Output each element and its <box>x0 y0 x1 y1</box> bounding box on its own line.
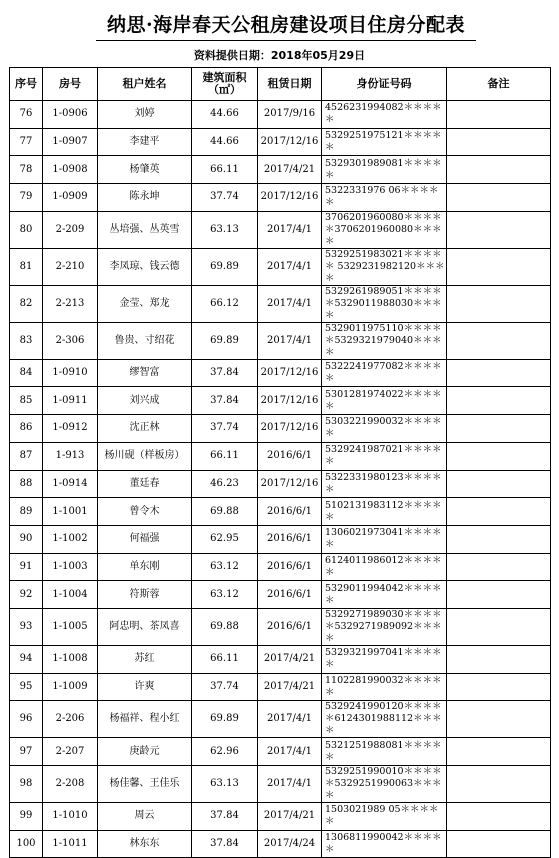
cell-name: 苏红 <box>98 645 192 673</box>
cell-date: 2017/4/1 <box>258 766 322 803</box>
table-row <box>10 701 551 738</box>
cell-date: 2017/9/16 <box>258 101 322 129</box>
cell-idno: 5322331980123＊＊＊＊＊ <box>322 470 447 498</box>
cell-area: 37.84 <box>192 803 258 831</box>
table-row <box>10 211 551 248</box>
cell-date: 2017/12/16 <box>258 470 322 498</box>
cell-area: 69.89 <box>192 701 258 738</box>
cell-seq: 79 <box>10 184 43 212</box>
cell-room: 1-0907 <box>43 128 98 156</box>
cell-idno: 5301281974022＊＊＊＊＊ <box>322 387 447 415</box>
cell-note <box>447 322 551 359</box>
cell-date: 2017/4/1 <box>258 701 322 738</box>
cell-seq: 98 <box>10 766 43 803</box>
cell-name: 杨川砚（样板房） <box>98 442 192 470</box>
cell-room: 1-913 <box>43 442 98 470</box>
cell-room: 2-213 <box>43 285 98 322</box>
cell-note <box>447 701 551 738</box>
cell-idno: 5329301989081＊＊＊＊＊ <box>322 156 447 184</box>
cell-note <box>447 673 551 701</box>
data-date-subtitle: 资料提供日期：2018年05月29日 <box>193 49 366 62</box>
cell-seq: 85 <box>10 387 43 415</box>
cell-idno: 5329241990120＊＊＊＊＊6124301988112＊＊＊＊ <box>322 701 447 738</box>
cell-seq: 89 <box>10 498 43 526</box>
table-row <box>10 359 551 387</box>
table-row <box>10 803 551 831</box>
table-row <box>10 830 551 858</box>
cell-room: 1-1009 <box>43 673 98 701</box>
cell-note <box>447 766 551 803</box>
cell-note <box>447 211 551 248</box>
cell-note <box>447 184 551 212</box>
cell-note <box>447 128 551 156</box>
cell-idno: 1503021989 05＊＊＊＊＊ <box>322 803 447 831</box>
cell-seq: 97 <box>10 738 43 766</box>
cell-name: 杨肇英 <box>98 156 192 184</box>
cell-note <box>447 285 551 322</box>
cell-seq: 96 <box>10 701 43 738</box>
header-name: 租户姓名 <box>98 68 192 101</box>
header-date: 租赁日期 <box>258 68 322 101</box>
cell-name: 林东东 <box>98 830 192 858</box>
table-row <box>10 322 551 359</box>
cell-room: 1-0909 <box>43 184 98 212</box>
header-room: 房号 <box>43 68 98 101</box>
cell-idno: 5329251975121＊＊＊＊＊ <box>322 128 447 156</box>
cell-idno: 4526231994082＊＊＊＊＊ <box>322 101 447 129</box>
cell-date: 2017/4/21 <box>258 673 322 701</box>
cell-idno: 5321251988081＊＊＊＊＊ <box>322 738 447 766</box>
cell-name: 丛培强、丛英雪 <box>98 211 192 248</box>
cell-seq: 77 <box>10 128 43 156</box>
cell-area: 66.11 <box>192 156 258 184</box>
cell-idno: 5329241987021＊＊＊＊＊ <box>322 442 447 470</box>
cell-note <box>447 581 551 609</box>
cell-idno: 5329011994042＊＊＊＊＊ <box>322 581 447 609</box>
cell-name: 陈永坤 <box>98 184 192 212</box>
table-row <box>10 645 551 673</box>
table-row <box>10 101 551 129</box>
cell-name: 李建平 <box>98 128 192 156</box>
cell-area: 69.88 <box>192 498 258 526</box>
cell-area: 37.84 <box>192 387 258 415</box>
cell-room: 1-1010 <box>43 803 98 831</box>
table-row <box>10 415 551 443</box>
cell-note <box>447 803 551 831</box>
table-row <box>10 470 551 498</box>
cell-name: 刘婷 <box>98 101 192 129</box>
cell-note <box>447 101 551 129</box>
cell-date: 2017/4/21 <box>258 803 322 831</box>
cell-note <box>447 359 551 387</box>
table-row <box>10 766 551 803</box>
cell-note <box>447 645 551 673</box>
cell-seq: 81 <box>10 248 43 285</box>
cell-room: 1-0912 <box>43 415 98 443</box>
cell-seq: 99 <box>10 803 43 831</box>
cell-note <box>447 387 551 415</box>
cell-date: 2017/4/21 <box>258 156 322 184</box>
cell-idno: 5329251983021＊＊＊＊＊ 5329231982120＊＊＊＊ <box>322 248 447 285</box>
cell-note <box>447 248 551 285</box>
cell-name: 金莹、郑龙 <box>98 285 192 322</box>
cell-seq: 94 <box>10 645 43 673</box>
cell-seq: 100 <box>10 830 43 858</box>
cell-note <box>447 553 551 581</box>
cell-note <box>447 415 551 443</box>
cell-idno: 5329321997041＊＊＊＊＊ <box>322 645 447 673</box>
cell-area: 63.12 <box>192 553 258 581</box>
header-idno: 身份证号码 <box>322 68 447 101</box>
cell-idno: 5322241977082＊＊＊＊＊ <box>322 359 447 387</box>
cell-room: 1-1008 <box>43 645 98 673</box>
cell-idno: 5329271989030＊＊＊＊＊5329271989092＊＊＊＊ <box>322 608 447 645</box>
cell-area: 62.96 <box>192 738 258 766</box>
cell-room: 1-0908 <box>43 156 98 184</box>
cell-area: 66.11 <box>192 645 258 673</box>
cell-area: 69.88 <box>192 608 258 645</box>
cell-seq: 78 <box>10 156 43 184</box>
cell-note <box>447 738 551 766</box>
cell-name: 沈正林 <box>98 415 192 443</box>
table-row <box>10 248 551 285</box>
table-row <box>10 387 551 415</box>
cell-idno: 5329251990010＊＊＊＊＊5329251990063＊＊＊＊ <box>322 766 447 803</box>
cell-date: 2016/6/1 <box>258 608 322 645</box>
cell-seq: 80 <box>10 211 43 248</box>
cell-idno: 5322331976 06＊＊＊＊＊ <box>322 184 447 212</box>
cell-room: 2-306 <box>43 322 98 359</box>
cell-name: 杨福祥、程小红 <box>98 701 192 738</box>
cell-area: 46.23 <box>192 470 258 498</box>
cell-area: 69.89 <box>192 248 258 285</box>
cell-idno: 1306021973041＊＊＊＊＊ <box>322 525 447 553</box>
cell-idno: 1102281990032＊＊＊＊＊ <box>322 673 447 701</box>
cell-idno: 5102131983112＊＊＊＊＊ <box>322 498 447 526</box>
cell-name: 许爽 <box>98 673 192 701</box>
cell-room: 2-210 <box>43 248 98 285</box>
cell-date: 2017/4/1 <box>258 211 322 248</box>
cell-name: 鲁贵、寸绍花 <box>98 322 192 359</box>
cell-idno: 5329261989051＊＊＊＊＊5329011988030＊＊＊＊ <box>322 285 447 322</box>
cell-room: 2-206 <box>43 701 98 738</box>
table-row <box>10 498 551 526</box>
cell-seq: 87 <box>10 442 43 470</box>
cell-date: 2017/4/24 <box>258 830 322 858</box>
cell-seq: 86 <box>10 415 43 443</box>
cell-note <box>447 470 551 498</box>
header-area: 建筑面积（㎡） <box>192 68 258 101</box>
cell-area: 37.74 <box>192 184 258 212</box>
cell-idno: 5329011975110＊＊＊＊＊5329321979040＊＊＊＊ <box>322 322 447 359</box>
cell-seq: 91 <box>10 553 43 581</box>
cell-room: 1-1002 <box>43 525 98 553</box>
cell-room: 1-1004 <box>43 581 98 609</box>
cell-room: 2-208 <box>43 766 98 803</box>
table-row <box>10 738 551 766</box>
table-row <box>10 525 551 553</box>
cell-idno: 6124011986012＊＊＊＊＊ <box>322 553 447 581</box>
table-row <box>10 184 551 212</box>
cell-date: 2016/6/1 <box>258 442 322 470</box>
cell-area: 44.66 <box>192 128 258 156</box>
table-row <box>10 673 551 701</box>
table-row <box>10 156 551 184</box>
cell-name: 李凤琼、钱云德 <box>98 248 192 285</box>
cell-seq: 83 <box>10 322 43 359</box>
cell-room: 1-0910 <box>43 359 98 387</box>
table-body <box>10 101 551 858</box>
cell-note <box>447 830 551 858</box>
cell-date: 2017/12/16 <box>258 128 322 156</box>
table-row <box>10 581 551 609</box>
cell-name: 董廷春 <box>98 470 192 498</box>
header-seq: 序号 <box>10 68 43 101</box>
cell-seq: 92 <box>10 581 43 609</box>
cell-name: 庚龄元 <box>98 738 192 766</box>
table-row <box>10 128 551 156</box>
table-header-row <box>10 68 551 101</box>
housing-allocation-table <box>9 67 551 858</box>
cell-name: 刘兴成 <box>98 387 192 415</box>
cell-date: 2016/6/1 <box>258 525 322 553</box>
cell-date: 2017/12/16 <box>258 184 322 212</box>
cell-seq: 88 <box>10 470 43 498</box>
cell-date: 2017/4/1 <box>258 248 322 285</box>
cell-seq: 95 <box>10 673 43 701</box>
cell-room: 2-207 <box>43 738 98 766</box>
cell-area: 44.66 <box>192 101 258 129</box>
cell-date: 2017/4/1 <box>258 285 322 322</box>
cell-area: 69.89 <box>192 322 258 359</box>
cell-area: 63.13 <box>192 766 258 803</box>
cell-seq: 82 <box>10 285 43 322</box>
table-row <box>10 608 551 645</box>
cell-area: 66.12 <box>192 285 258 322</box>
cell-idno: 5303221990032＊＊＊＊＊ <box>322 415 447 443</box>
cell-area: 63.12 <box>192 581 258 609</box>
cell-name: 杨佳馨、王佳乐 <box>98 766 192 803</box>
cell-name: 曾令木 <box>98 498 192 526</box>
cell-note <box>447 525 551 553</box>
table-row <box>10 285 551 322</box>
cell-idno: 1306811990042＊＊＊＊＊ <box>322 830 447 858</box>
cell-date: 2016/6/1 <box>258 498 322 526</box>
cell-room: 1-0911 <box>43 387 98 415</box>
cell-name: 单东刚 <box>98 553 192 581</box>
cell-area: 63.13 <box>192 211 258 248</box>
cell-date: 2017/12/16 <box>258 387 322 415</box>
cell-date: 2017/4/1 <box>258 322 322 359</box>
cell-area: 62.95 <box>192 525 258 553</box>
cell-date: 2016/6/1 <box>258 553 322 581</box>
cell-date: 2017/4/21 <box>258 645 322 673</box>
cell-name: 周云 <box>98 803 192 831</box>
cell-room: 1-1001 <box>43 498 98 526</box>
cell-date: 2017/12/16 <box>258 415 322 443</box>
header-note: 备注 <box>447 68 551 101</box>
cell-seq: 84 <box>10 359 43 387</box>
table-row <box>10 553 551 581</box>
cell-room: 1-0914 <box>43 470 98 498</box>
cell-date: 2017/12/16 <box>258 359 322 387</box>
cell-name: 阿忠明、茶凤喜 <box>98 608 192 645</box>
cell-room: 2-209 <box>43 211 98 248</box>
page-title: 纳思·海岸春天公租房建设项目住房分配表 <box>96 10 476 41</box>
cell-room: 1-1003 <box>43 553 98 581</box>
cell-area: 37.74 <box>192 415 258 443</box>
cell-room: 1-1005 <box>43 608 98 645</box>
cell-name: 何福强 <box>98 525 192 553</box>
cell-room: 1-1011 <box>43 830 98 858</box>
cell-name: 符斯蓉 <box>98 581 192 609</box>
cell-date: 2016/6/1 <box>258 581 322 609</box>
table-row <box>10 442 551 470</box>
cell-note <box>447 156 551 184</box>
cell-area: 66.11 <box>192 442 258 470</box>
cell-seq: 90 <box>10 525 43 553</box>
cell-date: 2017/4/1 <box>258 738 322 766</box>
cell-area: 37.84 <box>192 830 258 858</box>
cell-note <box>447 498 551 526</box>
cell-note <box>447 442 551 470</box>
cell-seq: 93 <box>10 608 43 645</box>
cell-seq: 76 <box>10 101 43 129</box>
cell-idno: 3706201960080＊＊＊＊＊3706201960080＊＊＊＊ <box>322 211 447 248</box>
cell-area: 37.74 <box>192 673 258 701</box>
cell-note <box>447 608 551 645</box>
cell-room: 1-0906 <box>43 101 98 129</box>
cell-area: 37.84 <box>192 359 258 387</box>
cell-name: 缪智富 <box>98 359 192 387</box>
